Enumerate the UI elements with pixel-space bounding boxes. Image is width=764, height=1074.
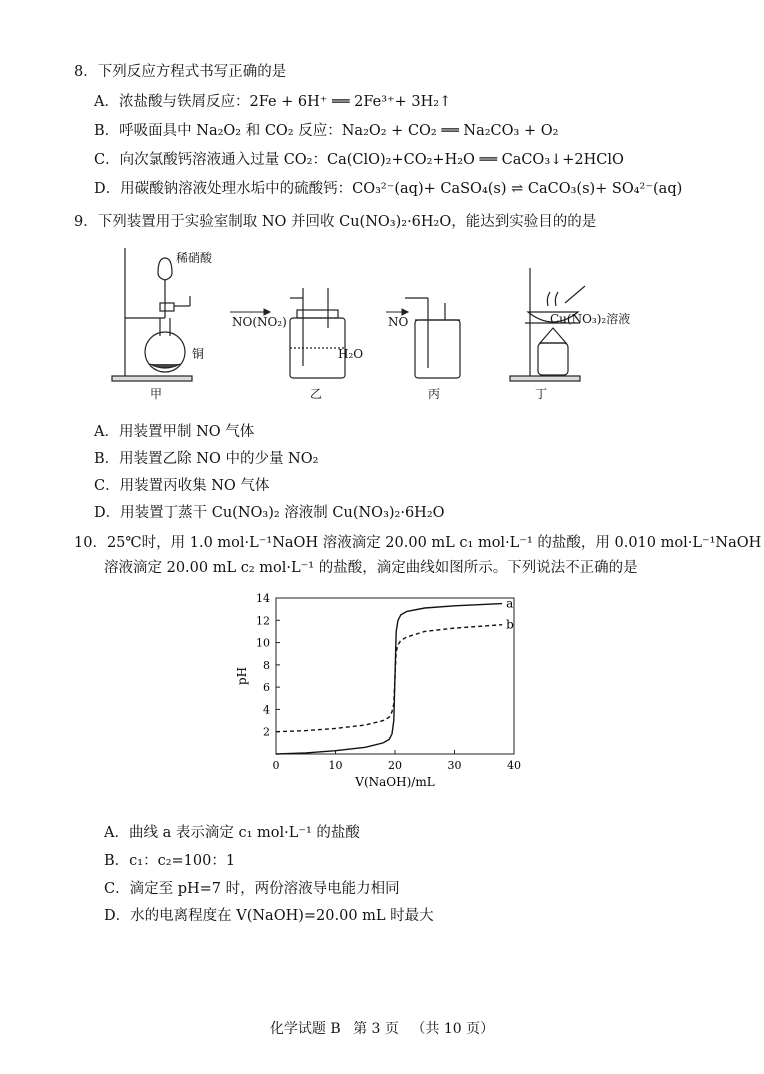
y-tick-label: 2 [263, 725, 270, 739]
series-b-label: b [506, 617, 514, 632]
label-copper: 铜 [192, 347, 205, 361]
x-tick-label: 30 [447, 759, 462, 772]
apparatus-diagram [110, 248, 631, 408]
y-tick-label: 12 [256, 614, 270, 628]
label-water: H₂O [338, 347, 364, 361]
series-b-line [276, 625, 502, 732]
titration-chart [228, 588, 528, 798]
label-bing: 丙 [428, 387, 441, 401]
x-tick-label: 0 [272, 759, 280, 772]
y-tick-label: 10 [256, 636, 270, 650]
y-tick-label: 6 [263, 681, 270, 695]
q8-stem: 8．下列反应方程式书写正确的是 [74, 64, 287, 80]
q9-option-b: B．用装置乙除 NO 中的少量 NO₂ [94, 451, 319, 467]
x-tick-label: 20 [388, 759, 402, 772]
q8-option-b: B．呼吸面具中 Na₂O₂ 和 CO₂ 反应：Na₂O₂ + CO₂ ══ Na₂CO₃ + O₂ [94, 123, 559, 139]
q8-option-c: C．向次氯酸钙溶液通入过量 CO₂：Ca(ClO)₂+CO₂+H₂O ══ CaCO₃↓+2HClO [94, 152, 624, 168]
q9-stem: 9．下列装置用于实验室制取 NO 并回收 Cu(NO₃)₂·6H₂O，能达到实验目的的是 [74, 214, 597, 230]
q9-option-a: A．用装置甲制 NO 气体 [94, 424, 255, 440]
label-solution: Cu(NO₃)₂溶液 [550, 312, 631, 326]
footer-page: 第 3 页 [353, 1021, 399, 1037]
label-gas-bing: NO [388, 315, 409, 329]
y-tick-label: 14 [256, 592, 270, 605]
q8-option-a: A．浓盐酸与铁屑反应：2Fe + 6H⁺ ══ 2Fe³⁺+ 3H₂↑ [94, 94, 452, 110]
footer-total: （共 10 页） [411, 1021, 495, 1037]
y-tick-label: 8 [263, 658, 270, 672]
series-a-line [276, 604, 502, 754]
q8-option-d: D．用碳酸钠溶液处理水垢中的硫酸钙：CO₃²⁻(aq)+ CaSO₄(s) ⇌ CaCO₃(s)+ SO₄²⁻(aq) [94, 181, 683, 197]
label-ding: 丁 [535, 387, 548, 401]
y-tick-label: 4 [263, 703, 270, 717]
q10-option-a: A．曲线 a 表示滴定 c₁ mol·L⁻¹ 的盐酸 [104, 825, 360, 841]
x-axis-label: V(NaOH)/mL [355, 775, 435, 789]
q10-option-c: C．滴定至 pH=7 时，两份溶液导电能力相同 [104, 881, 400, 897]
label-yi: 乙 [310, 387, 323, 401]
q10-option-d: D．水的电离程度在 V(NaOH)=20.00 mL 时最大 [104, 908, 434, 924]
q10-stem-line2: 溶液滴定 20.00 mL c₂ mol·L⁻¹ 的盐酸，滴定曲线如图所示。下列说法不正确的是 [104, 560, 638, 576]
label-dilute-acid: 稀硝酸 [176, 251, 213, 265]
x-tick-label: 10 [328, 759, 343, 772]
x-tick-label: 40 [507, 759, 521, 772]
label-jia: 甲 [150, 387, 163, 401]
series-a-label: a [506, 596, 514, 611]
q10-option-b: B．c₁：c₂=100：1 [104, 853, 236, 869]
y-axis-label: pH [235, 666, 249, 686]
page-footer [0, 1018, 764, 1038]
q9-option-c: C．用装置丙收集 NO 气体 [94, 478, 270, 494]
q10-stem-line1: 10．25℃时，用 1.0 mol·L⁻¹NaOH 溶液滴定 20.00 mL c₁ mol·L⁻¹ 的盐酸，用 0.010 mol·L⁻¹NaOH [74, 535, 762, 551]
q9-option-d: D．用装置丁蒸干 Cu(NO₃)₂ 溶液制 Cu(NO₃)₂·6H₂O [94, 505, 445, 521]
label-gas-yi: NO(NO₂) [232, 315, 287, 329]
footer-subject: 化学试题 B [269, 1021, 341, 1037]
